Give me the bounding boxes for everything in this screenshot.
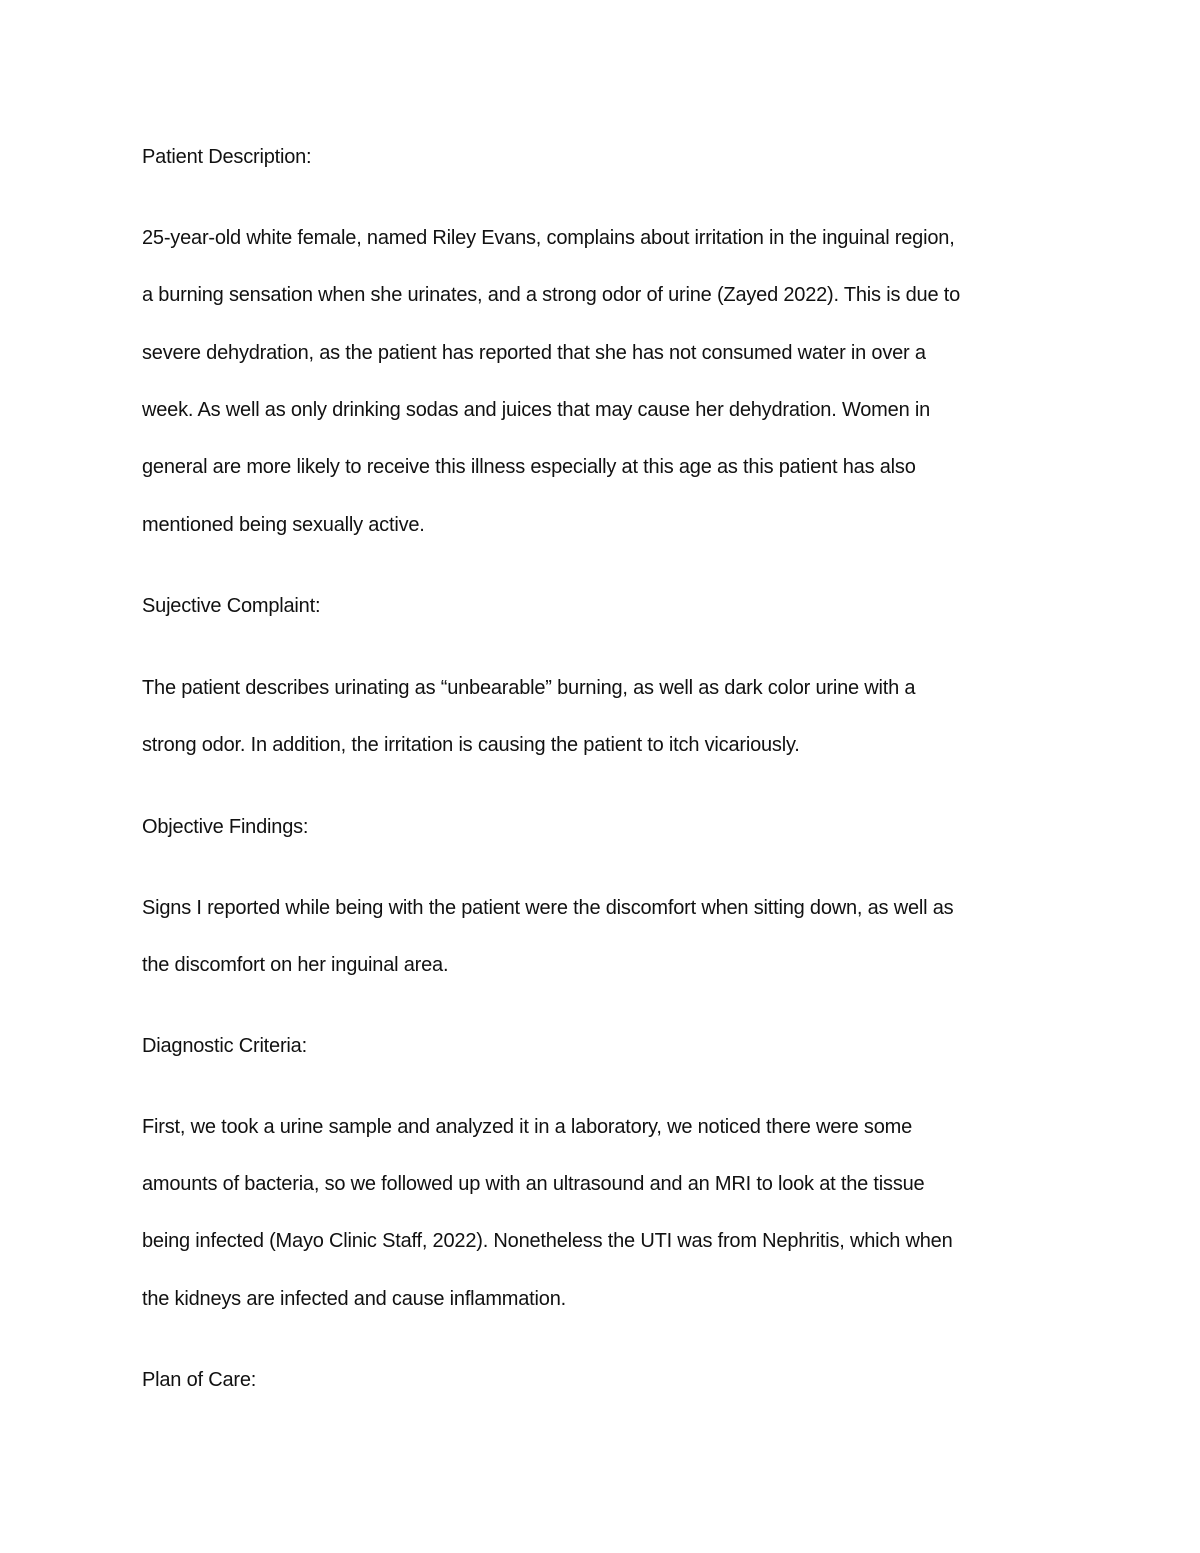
paragraph-line: the discomfort on her inguinal area. bbox=[142, 954, 449, 976]
paragraph-line: a burning sensation when she urinates, and a strong odor of urine (Zayed 2022). This is due to bbox=[142, 284, 961, 306]
paragraph-line: being infected (Mayo Clinic Staff, 2022). Nonetheless the UTI was from Nephritis, which when bbox=[142, 1230, 953, 1252]
paragraph-line: mentioned being sexually active. bbox=[142, 514, 425, 536]
paragraph-line: The patient describes urinating as “unbearable” burning, as well as dark color urine with a bbox=[142, 677, 916, 699]
section-heading-patient-description: Patient Description: bbox=[142, 146, 312, 168]
paragraph-line: strong odor. In addition, the irritation is causing the patient to itch vicariously. bbox=[142, 734, 800, 756]
section-heading-objective-findings: Objective Findings: bbox=[142, 816, 309, 838]
paragraph-line: general are more likely to receive this illness especially at this age as this patient has also bbox=[142, 456, 916, 478]
paragraph-line: week. As well as only drinking sodas and juices that may cause her dehydration. Women in bbox=[142, 399, 931, 421]
section-heading-diagnostic-criteria: Diagnostic Criteria: bbox=[142, 1035, 307, 1057]
paragraph-line: Signs I reported while being with the patient were the discomfort when sitting down, as well as bbox=[142, 897, 954, 919]
paragraph-line: the kidneys are infected and cause inflammation. bbox=[142, 1288, 566, 1310]
paragraph-line: 25-year-old white female, named Riley Evans, complains about irritation in the inguinal region, bbox=[142, 227, 955, 249]
section-heading-subjective-complaint: Sujective Complaint: bbox=[142, 595, 321, 617]
section-heading-plan-of-care: Plan of Care: bbox=[142, 1369, 257, 1391]
paragraph-line: First, we took a urine sample and analyzed it in a laboratory, we noticed there were some bbox=[142, 1116, 913, 1138]
paragraph-line: amounts of bacteria, so we followed up with an ultrasound and an MRI to look at the tissue bbox=[142, 1173, 925, 1195]
paragraph-line: severe dehydration, as the patient has reported that she has not consumed water in over a bbox=[142, 342, 926, 364]
